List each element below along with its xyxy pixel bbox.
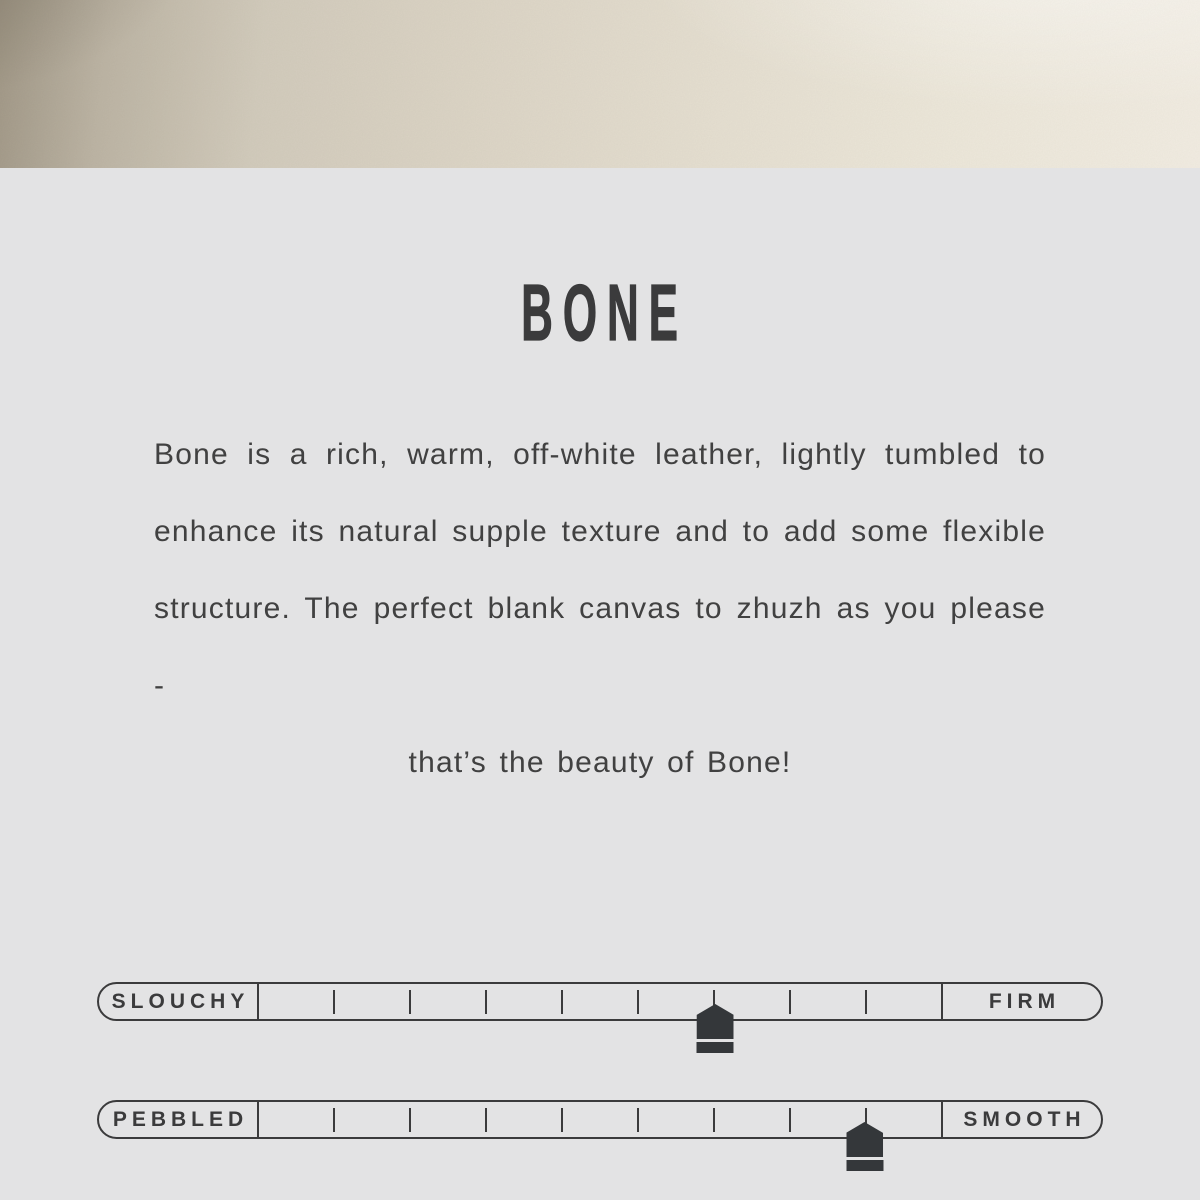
scale-right-label: SMOOTH <box>941 1102 1101 1137</box>
leather-texture-banner <box>0 0 1200 168</box>
tick-mark <box>637 1108 640 1132</box>
leather-grain-texture <box>0 0 1200 168</box>
tick-mark <box>409 990 412 1014</box>
attribute-scales <box>0 982 1200 1139</box>
tick-mark <box>789 1108 792 1132</box>
tick-mark <box>485 1108 488 1132</box>
tick-mark <box>333 990 336 1014</box>
description-paragraph <box>154 416 1046 801</box>
scale-right-label: FIRM <box>941 984 1101 1019</box>
tick-mark <box>409 1108 412 1132</box>
marker-head <box>697 1004 734 1039</box>
tick-mark <box>561 1108 564 1132</box>
page-title <box>0 268 1200 357</box>
scale-marker-icon <box>846 1122 883 1171</box>
scale-track <box>259 1102 941 1137</box>
scale-left-label: PEBBLED <box>99 1102 259 1137</box>
tick-mark <box>713 1108 716 1132</box>
tick-mark <box>865 990 868 1014</box>
description-line: that’s the beauty of Bone! <box>408 746 792 779</box>
marker-bar <box>846 1160 883 1171</box>
tick-mark <box>485 990 488 1014</box>
slouchy-firm-scale <box>97 982 1103 1021</box>
scale-track <box>259 984 941 1019</box>
page-title-text: BONE <box>521 268 689 357</box>
tick-mark <box>637 990 640 1014</box>
pebbled-smooth-scale <box>97 1100 1103 1139</box>
description-line: structure. The perfect blank canvas to zhuzh as you please - <box>154 592 1046 702</box>
marker-head <box>846 1122 883 1157</box>
tick-mark <box>333 1108 336 1132</box>
tick-mark <box>561 990 564 1014</box>
scale-marker-icon <box>697 1004 734 1053</box>
tick-mark <box>789 990 792 1014</box>
title-block <box>0 268 1200 357</box>
scale-left-label: SLOUCHY <box>99 984 259 1019</box>
marker-bar <box>697 1042 734 1053</box>
description-line: enhance its natural supple texture and to add some flexible <box>154 515 1046 548</box>
description-line: Bone is a rich, warm, off-white leather, lightly tumbled to <box>154 438 1046 471</box>
